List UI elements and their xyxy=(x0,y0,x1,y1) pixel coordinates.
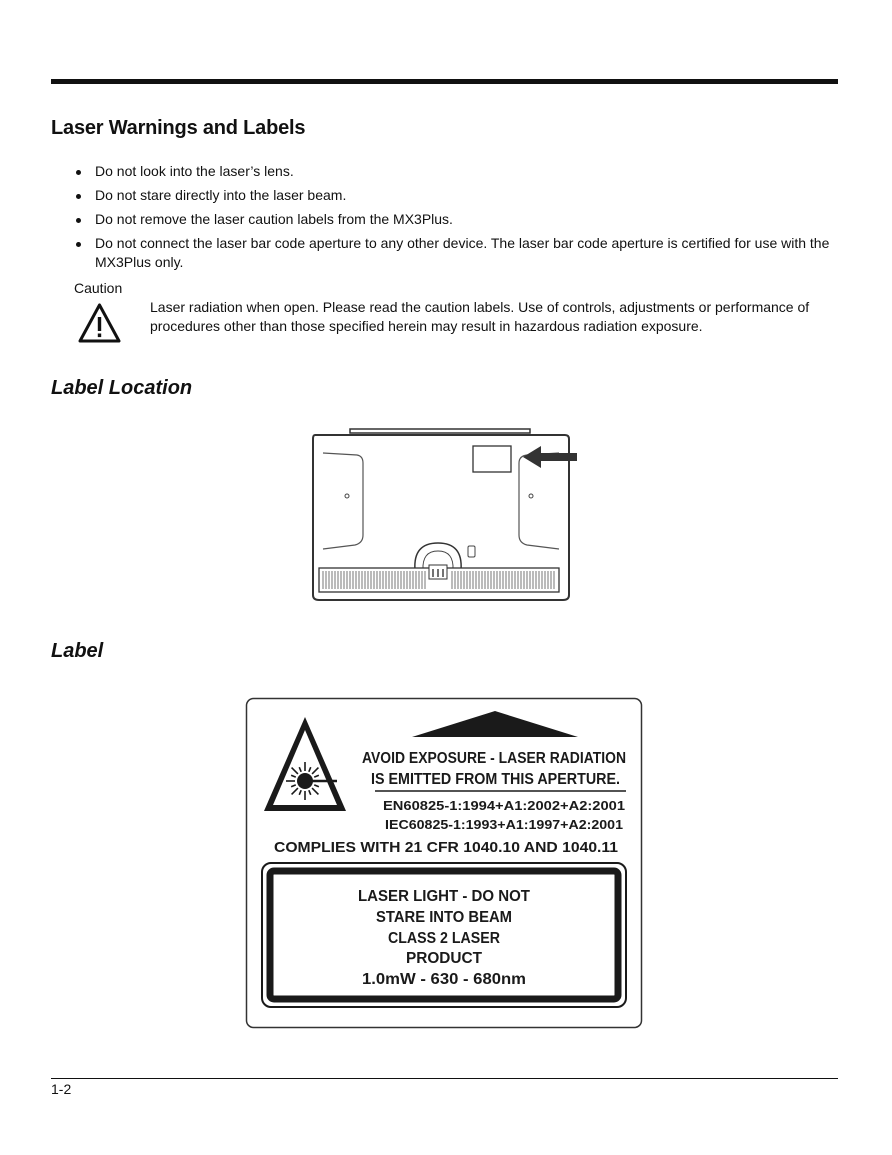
list-item-text: Do not stare directly into the laser beam. xyxy=(95,187,347,203)
label-line-2: IS EMITTED FROM THIS APERTURE. xyxy=(371,771,620,788)
list-item xyxy=(51,162,841,181)
list-item xyxy=(51,234,841,272)
label-standard-2: IEC60825-1:1993+A1:1997+A2:2001 xyxy=(385,817,623,832)
label-box-line-2: STARE INTO BEAM xyxy=(376,909,512,926)
label-box-line-4: PRODUCT xyxy=(406,950,483,967)
bottom-rule xyxy=(51,1078,838,1079)
bullet-icon xyxy=(76,170,81,175)
list-item-text: Do not connect the laser bar code aperture to any other device. The laser bar code aperture is certified for use with the MX3Plus only. xyxy=(95,235,830,270)
page-number: 1-2 xyxy=(51,1081,72,1097)
list-item-text: Do not look into the laser’s lens. xyxy=(95,163,294,179)
warning-list xyxy=(51,162,841,277)
caution-label: Caution xyxy=(74,280,123,296)
top-rule xyxy=(51,79,838,84)
label-complies: COMPLIES WITH 21 CFR 1040.10 AND 1040.11 xyxy=(274,839,618,856)
label-heading: Label xyxy=(51,640,104,662)
list-item-text: Do not remove the laser caution labels from the MX3Plus. xyxy=(95,211,453,227)
warning-triangle-icon xyxy=(77,302,122,345)
label-line-1: AVOID EXPOSURE - LASER RADIATION xyxy=(362,750,626,767)
label-box-line-3: CLASS 2 LASER xyxy=(388,930,501,947)
device-back-illustration xyxy=(305,425,585,605)
list-item xyxy=(51,210,841,229)
bullet-icon xyxy=(76,194,81,199)
bullet-icon xyxy=(76,242,81,247)
label-box-line-1: LASER LIGHT - DO NOT xyxy=(358,888,531,905)
label-location-heading: Label Location xyxy=(51,377,193,399)
page-title: Laser Warnings and Labels xyxy=(51,117,306,139)
label-standard-1: EN60825-1:1994+A1:2002+A2:2001 xyxy=(383,798,625,813)
label-box-line-5: 1.0mW - 630 - 680nm xyxy=(362,971,526,988)
caution-text: Laser radiation when open. Please read the caution labels. Use of controls, adjustments or performance of procedures other than those specified herein may result in hazardous radiation exposure. xyxy=(150,299,810,334)
list-item xyxy=(51,186,841,205)
bullet-icon xyxy=(76,218,81,223)
laser-caution-label xyxy=(245,697,643,1029)
